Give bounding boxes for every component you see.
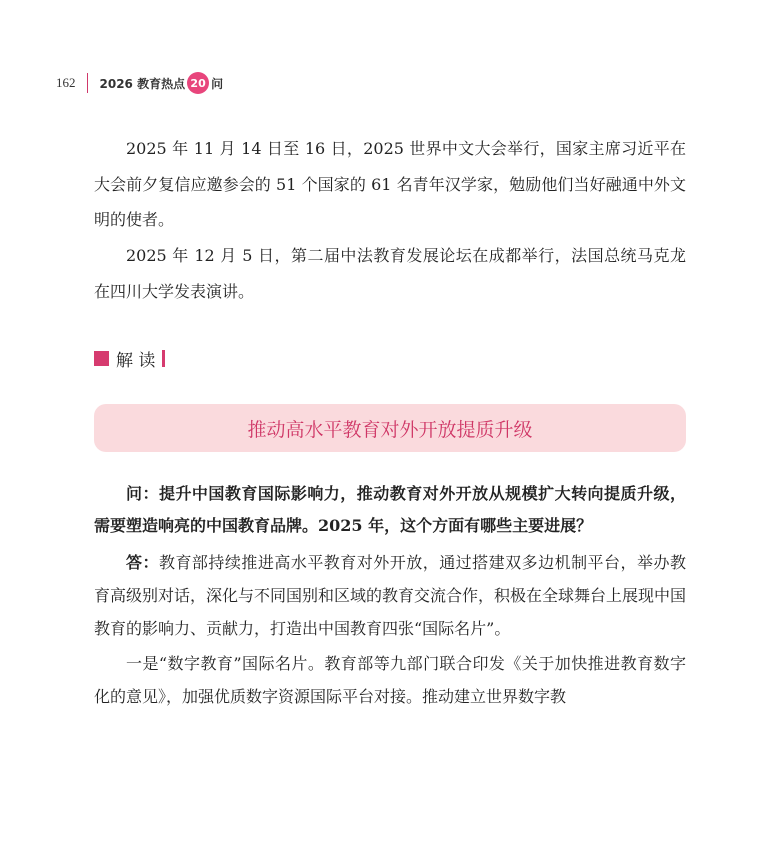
- question-text: 提升中国教育国际影响力，推动教育对外开放从规模扩大转向提质升级，需要塑造响亮的中国教育品牌。2025 年，这个方面有哪些主要进展？: [94, 484, 686, 535]
- answer-text: 教育部持续推进高水平教育对外开放，通过搭建双多边机制平台，举办教育高级别对话，深化与不同国别和区域的教育交流合作，积极在全球舞台上展现中国教育的影响力、贡献力，打造出中国教育四张“国际名片”。: [94, 553, 687, 638]
- section-heading: [94, 346, 165, 370]
- topic-banner-title: 推动高水平教育对外开放提质升级: [247, 418, 533, 441]
- question-paragraph: [94, 478, 686, 542]
- page-header: [56, 70, 223, 96]
- topic-banner: [94, 404, 686, 452]
- running-title-suffix: 问: [211, 76, 224, 91]
- point-one-paragraph: 一是“数字教育”国际名片。教育部等九部门联合印发《关于加快推进教育数字化的意见》，加强优质数字资源国际平台对接。推动建立世界数字教: [94, 654, 686, 706]
- running-title-badge: 20: [187, 72, 209, 94]
- section-square-marker: [94, 351, 109, 366]
- section-bar-marker: [162, 350, 165, 367]
- section-heading-text: 解 读: [116, 350, 156, 371]
- answer-paragraph: [94, 546, 686, 645]
- page-number: 162: [56, 75, 76, 90]
- body-paragraph-1: 2025 年 11 月 14 日至 16 日，2025 世界中文大会举行，国家主席习近平在大会前夕复信应邀参会的 51 个国家的 61 名青年汉学家，勉励他们当好融通中外文明的使者。: [94, 139, 686, 229]
- question-label: 问：: [126, 484, 159, 503]
- answer-label: 答：: [126, 553, 159, 572]
- body-paragraph-2: 2025 年 12 月 5 日，第二届中法教育发展论坛在成都举行，法国总统马克龙在四川大学发表演讲。: [94, 246, 686, 301]
- running-title-prefix: 2026 教育热点: [99, 76, 186, 91]
- header-divider: [87, 73, 88, 93]
- qa-block: [94, 478, 686, 713]
- running-title: [100, 72, 224, 94]
